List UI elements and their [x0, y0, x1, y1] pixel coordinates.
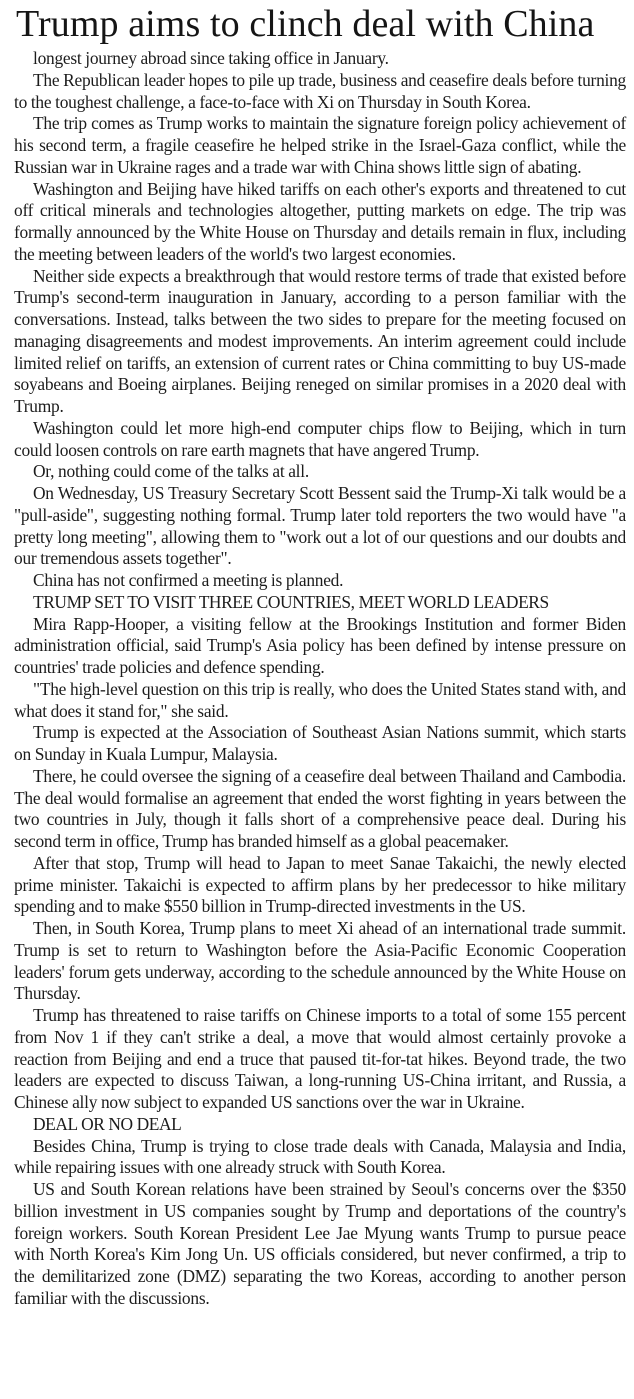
paragraph: Trump is expected at the Association of Southeast Asian Nations summit, which starts on Sunday in Kuala Lumpur, Malaysia. [14, 722, 626, 764]
section-subhead: DEAL OR NO DEAL [33, 1113, 182, 1134]
paragraph: There, he could oversee the signing of a ceasefire deal between Thailand and Cambodia. The deal would formalise an agreement that ended the worst fighting in years between the two countries in July, though it falls short of a comprehensive peace deal. During his second term in office, Trump has branded himself as a global peacemaker. [14, 765, 626, 851]
paragraph: China has not confirmed a meeting is planned. [33, 570, 344, 590]
paragraph: Mira Rapp-Hooper, a visiting fellow at the Brookings Institution and former Biden administration official, said Trump's Asia policy has been defined by intense pressure on countries' trade policies and defence spending. [14, 613, 626, 677]
paragraph: Washington could let more high-end computer chips flow to Beijing, which in turn could loosen controls on rare earth magnets that have angered Trump. [14, 417, 626, 460]
headline: Trump aims to clinch deal with China [16, 3, 595, 45]
paragraph: Neither side expects a breakthrough that would restore terms of trade that existed before Trump's second-term inauguration in January, according to a person familiar with the conversations. Instead, talks between the two sides to prepare for the meeting focused on managing disagreements and modest improvements. An interim agreement could include limited relief on tariffs, an extension of current rates or China committing to buy US-made soyabeans and Boeing airplanes. Beijing reneged on similar promises in a 2020 deal with Trump. [14, 265, 626, 416]
paragraph: Or, nothing could come of the talks at all. [33, 461, 309, 482]
section-subhead: TRUMP SET TO VISIT THREE COUNTRIES, MEET WORLD LEADERS [33, 591, 549, 612]
paragraph: Trump has threatened to raise tariffs on Chinese imports to a total of some 155 percent from Nov 1 if they can't strike a deal, a move that would almost certainly provoke a reaction from Beijing and end a truce that paused tit-for-tat hikes. Beyond trade, the two leaders are expected to discuss Taiwan, a long-running US-China irritant, and Russia, a Chinese ally now subject to expanded US sanctions over the war in Ukraine. [14, 1005, 626, 1112]
paragraph: Washington and Beijing have hiked tariffs on each other's exports and threatened to cut off critical minerals and technologies altogether, putting markets on edge. The trip was formally announced by the White House on Thursday and details remain in flux, including the meeting between leaders of the world's two largest economies. [14, 178, 626, 264]
paragraph: US and South Korean relations have been strained by Seoul's concerns over the $350 billion investment in US companies sought by Trump and deportations of the country's foreign workers. South Korean President Lee Jae Myung wants Trump to pursue peace with North Korea's Kim Jong Un. US officials considered, but never confirmed, a trip to the demilitarized zone (DMZ) separating the two Koreas, according to another person familiar with the discussions. [14, 1179, 626, 1308]
paragraph: "The high-level question on this trip is really, who does the United States stand with, and what does it stand for," she said. [14, 678, 626, 721]
paragraph: Then, in South Korea, Trump plans to meet Xi ahead of an international trade summit. Trump is set to return to Washington before the Asia-Pacific Economic Cooperation leaders' forum gets underway, according to the schedule announced by the White House on Thursday. [14, 918, 626, 1004]
paragraph-continuation: longest journey abroad since taking office in January. [33, 48, 389, 68]
paragraph: Besides China, Trump is trying to close trade deals with Canada, Malaysia and India, while repairing issues with one already struck with South Korea. [14, 1135, 626, 1178]
paragraph: On Wednesday, US Treasury Secretary Scott Bessent said the Trump-Xi talk would be a "pull-aside", suggesting nothing formal. Trump later told reporters the two would have "a pretty long meeting", allowing them to "work out a lot of our questions and our doubts and our tremendous assets together". [14, 483, 626, 569]
article-body [14, 48, 626, 1310]
paragraph: The trip comes as Trump works to maintain the signature foreign policy achievement of his second term, a fragile ceasefire he helped strike in the Israel-Gaza conflict, while the Russian war in Ukraine rages and a trade war with China shows little sign of abating. [14, 113, 626, 177]
paragraph: The Republican leader hopes to pile up trade, business and ceasefire deals before turning to the toughest challenge, a face-to-face with Xi on Thursday in South Korea. [14, 69, 626, 112]
paragraph: After that stop, Trump will head to Japan to meet Sanae Takaichi, the newly elected prime minister. Takaichi is expected to affirm plans by her predecessor to hike military spending and to make $550 billion in Trump-directed investments in the US. [14, 852, 626, 917]
